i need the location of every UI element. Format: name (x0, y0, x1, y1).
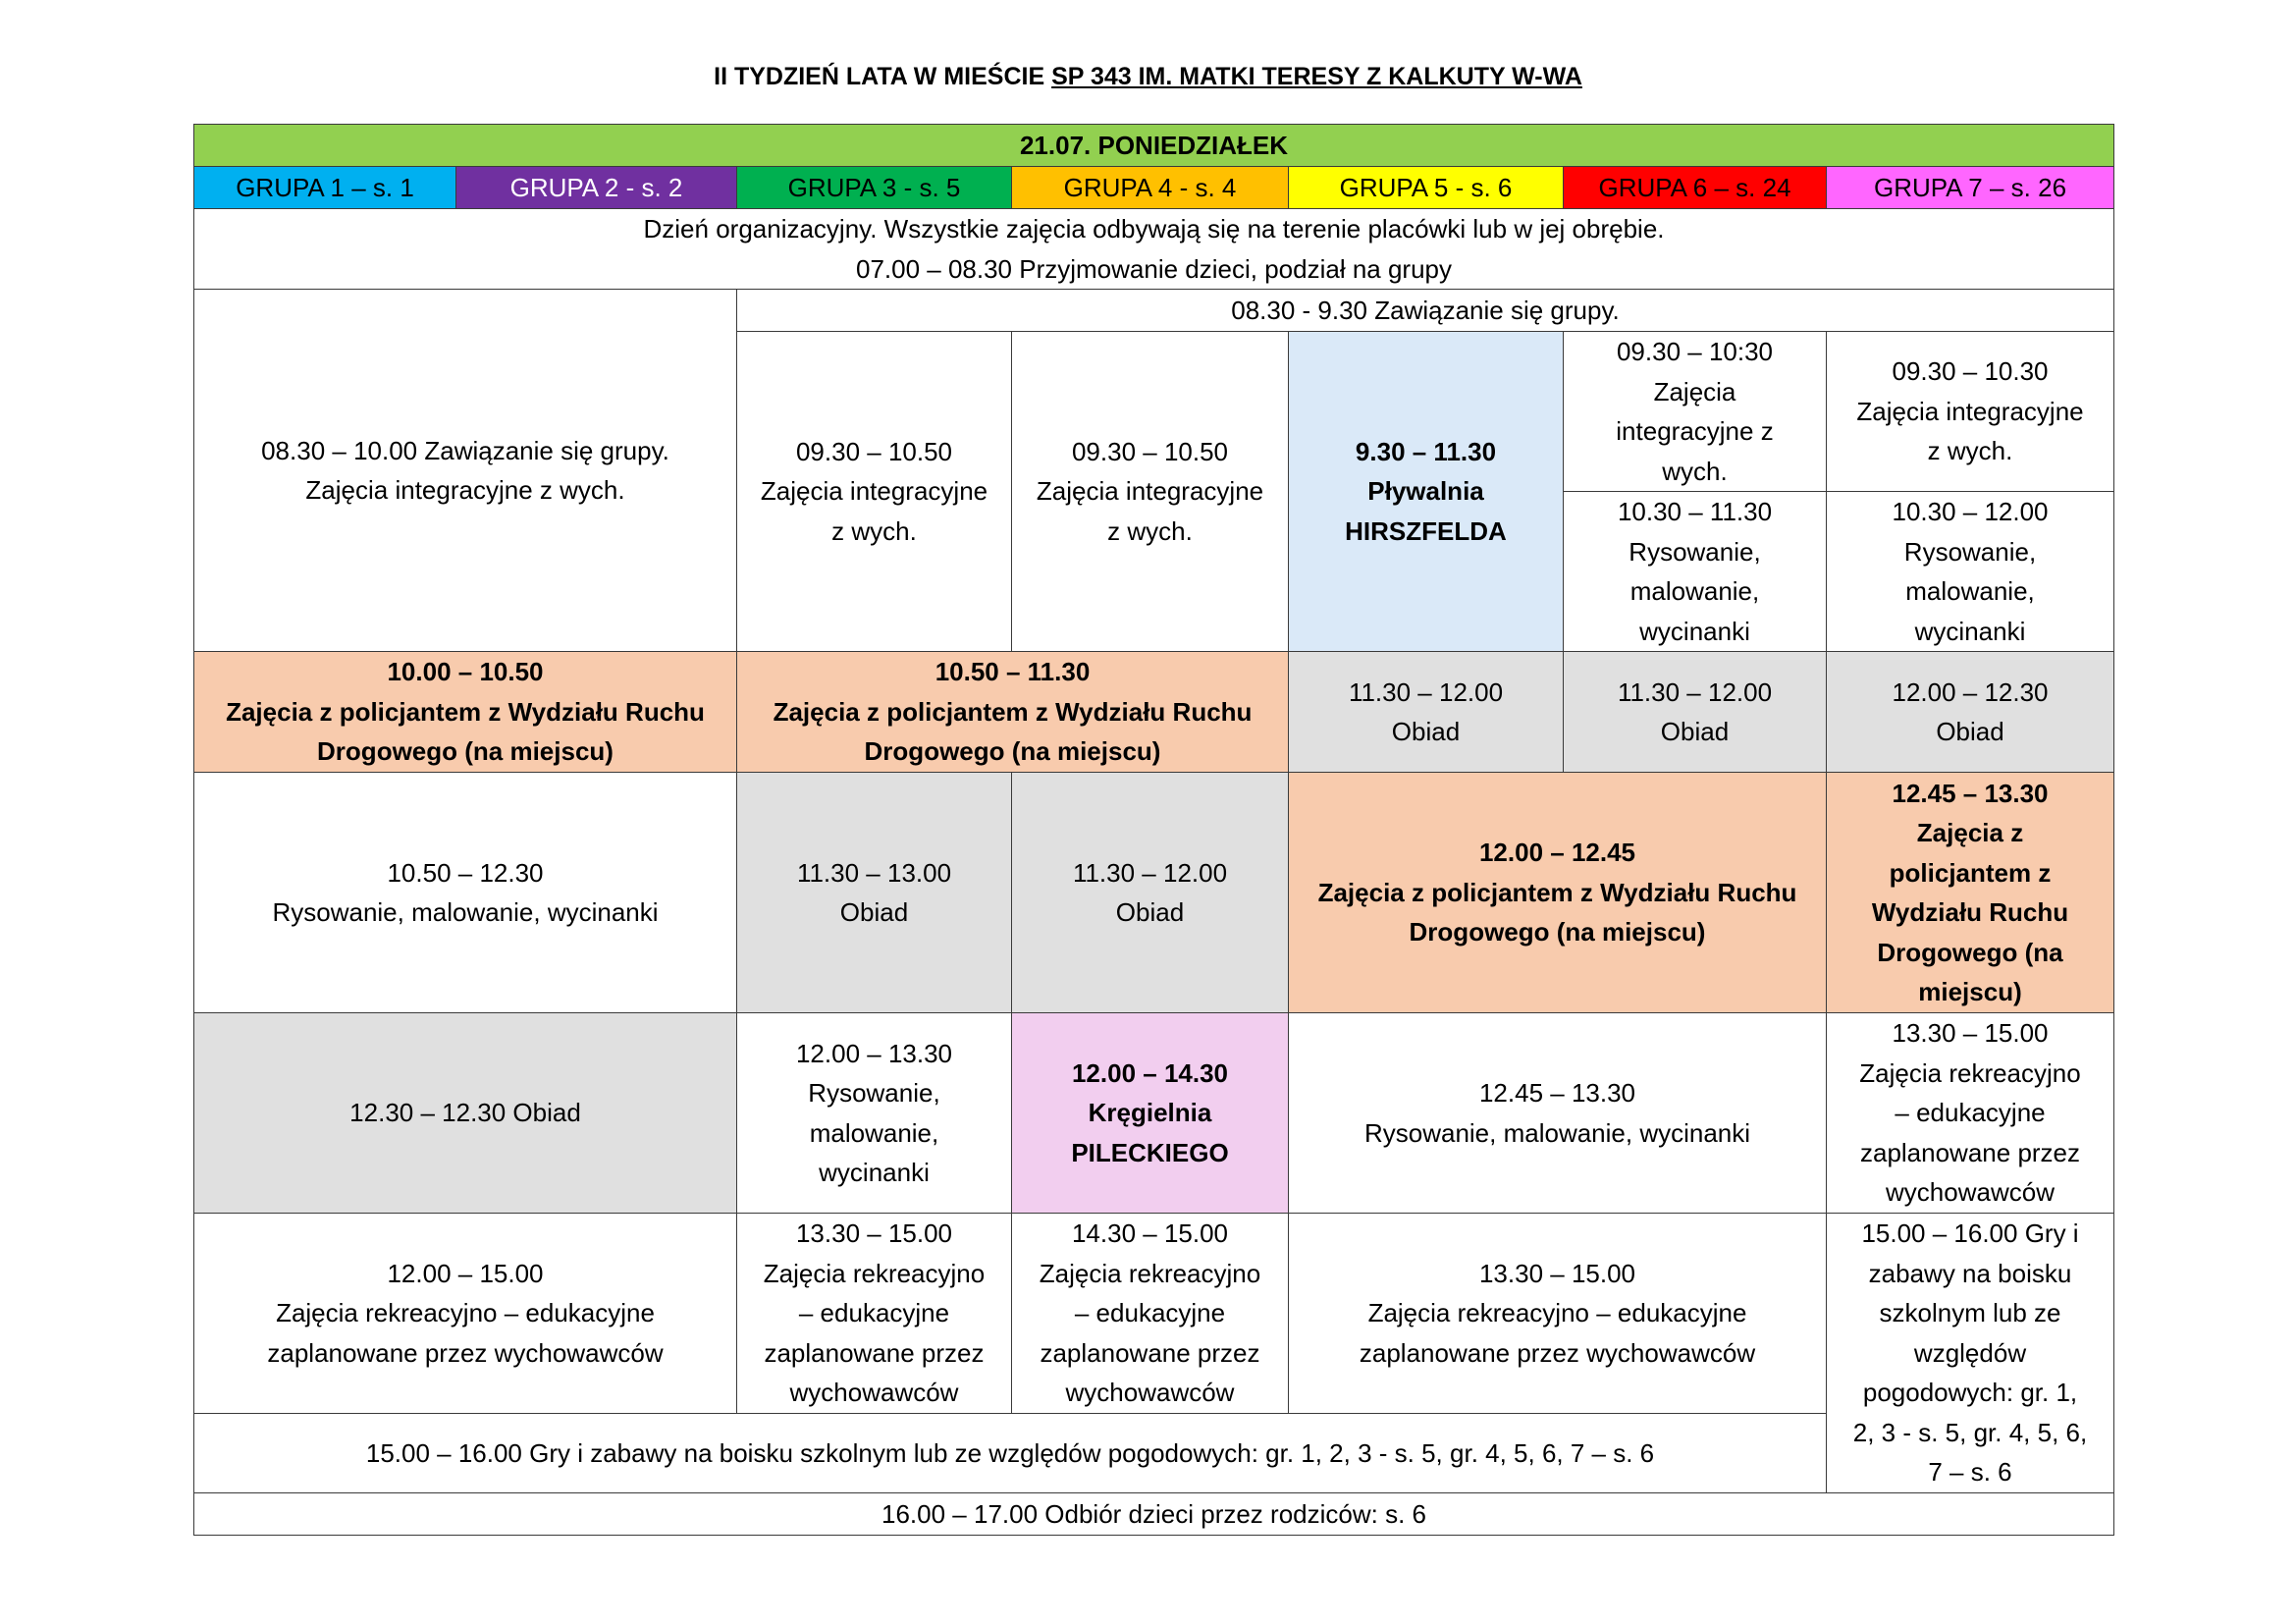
cell-line: Rysowanie, malowanie, wycinanki (1363, 1117, 1751, 1148)
day-row (194, 125, 2114, 167)
cell-line: malowanie, (1905, 576, 2035, 606)
cell-line: 12.00 – 12.45 (1478, 838, 1636, 868)
schedule-row (194, 1414, 2114, 1493)
cell-line: Kręgielnia (1088, 1098, 1212, 1128)
cell-line: zaplanowane przez (764, 1337, 985, 1368)
cell-line: 09.30 – 10.30 (1892, 356, 2049, 387)
cell-line: z wych. (1107, 515, 1193, 546)
cell-line: Rysowanie, malowanie, wycinanki (272, 897, 659, 927)
cell-line: 09.30 – 10.50 (1071, 436, 1229, 466)
cell-line: zaplanowane przez wychowawców (1359, 1337, 1756, 1368)
g3-bowling-cell (1012, 1013, 1289, 1214)
cell-line: 2, 3 - s. 5, gr. 4, 5, 6, (1852, 1417, 2088, 1447)
pickup-row (194, 1493, 2114, 1536)
cell-line: 12.45 – 13.30 (1478, 1078, 1636, 1108)
g45-police-cell (1289, 773, 1827, 1013)
cell-line: – edukacyjne (1895, 1098, 2046, 1128)
cell-line: Obiad (1936, 717, 2004, 746)
cell-line: Rysowanie, (1903, 536, 2037, 567)
cell-line: HIRSZFELDA (1345, 515, 1507, 546)
cell-line: malowanie, (809, 1117, 939, 1148)
g1-0830-cell (194, 290, 737, 652)
group-2-header: GRUPA 2 - s. 2 (456, 167, 737, 209)
schedule-row (194, 652, 2114, 773)
cell-line: Rysowanie, (1629, 536, 1761, 567)
cell-line: 10.50 – 11.30 (934, 657, 1091, 687)
cell-line: z wych. (831, 515, 917, 546)
schedule-table (193, 124, 2114, 1536)
group-5-header: GRUPA 5 - s. 6 (1289, 167, 1564, 209)
schedule-row (194, 773, 2114, 1013)
g45-draw-cell (1289, 1013, 1827, 1214)
cell-line: 11.30 – 12.00 (1348, 677, 1504, 707)
cell-line: wycinanki (1639, 616, 1750, 646)
g1-lunch-cell: 12.30 – 12.30 Obiad (194, 1013, 737, 1214)
cell-line: wych. (1662, 456, 1728, 486)
cell-line: Obiad (839, 897, 909, 927)
cell-line: pogodowych: gr. 1, (1862, 1378, 2078, 1408)
cell-line: 08.30 – 10.00 Zawiązanie się grupy. (261, 435, 669, 465)
cell-line: Obiad (1660, 717, 1730, 746)
cell-line: Zajęcia integracyjne (760, 476, 988, 507)
g3-lunch-cell (1012, 773, 1289, 1013)
cell-line: miejscu) (1918, 977, 2022, 1006)
cell-line: zaplanowane przez wychowawców (267, 1337, 664, 1368)
g1-draw-cell (194, 773, 737, 1013)
cell-line: 12.45 – 13.30 (1892, 778, 2049, 808)
cell-line: Zajęcia z policjantem z Wydziału Ruchu (226, 696, 705, 727)
cell-line: 10.50 – 12.30 (387, 857, 544, 888)
intro-row (194, 209, 2114, 290)
group-7-header: GRUPA 7 – s. 26 (1827, 167, 2114, 209)
cell-line: 10.30 – 12.00 (1892, 497, 2049, 526)
cell-line: zaplanowane przez (1040, 1337, 1260, 1368)
g2-draw-cell (737, 1013, 1012, 1214)
cell-line: 14.30 – 15.00 (1071, 1218, 1229, 1249)
g1-rec-cell (194, 1214, 737, 1414)
cell-line: Rysowanie, (808, 1078, 940, 1108)
title-text: II TYDZIEŃ LATA W MIEŚCIE (714, 63, 1052, 90)
cell-line: Zajęcia rekreacyjno – edukacyjne (276, 1298, 655, 1328)
g3-0930-cell (1012, 332, 1289, 652)
pickup-cell: 16.00 – 17.00 Odbiór dzieci przez rodziców: s. 6 (194, 1493, 2114, 1536)
cell-line: z wych. (1927, 436, 2013, 466)
cell-line: zaplanowane przez (1859, 1137, 2081, 1167)
cell-line: 7 – s. 6 (1928, 1457, 2012, 1488)
g1-police-cell (194, 652, 737, 773)
cell-line: Zajęcia integracyjne z wych. (305, 475, 625, 505)
cell-line: 13.30 – 15.00 (1478, 1258, 1636, 1288)
cell-line: Zajęcia integracyjne (1856, 396, 2084, 426)
cell-line: – edukacyjne (1074, 1298, 1226, 1328)
schedule-row (194, 290, 2114, 332)
cell-line: Drogowego (na miejscu) (317, 736, 614, 767)
cell-line: Pływalnia (1367, 476, 1484, 507)
cell-line: Zajęcia z policjantem z Wydziału Ruchu (1317, 877, 1797, 907)
g6-1030-cell (1827, 492, 2114, 652)
page-title (0, 63, 2296, 91)
cell-line: Zajęcia z (1916, 818, 2024, 847)
cell-line: szkolnym lub ze (1879, 1298, 2061, 1328)
cell-line: wychowawców (789, 1378, 959, 1408)
g3-rec-cell (1012, 1214, 1289, 1414)
intro-cell (194, 209, 2114, 290)
g6-police-cell (1827, 773, 2114, 1013)
cell-line: integracyjne z (1616, 416, 1774, 446)
cell-line: 09.30 – 10.50 (795, 436, 953, 466)
cell-line: 9.30 – 11.30 (1355, 436, 1497, 466)
cell-line: wychowawców (1065, 1378, 1235, 1408)
cell-line: względów (1913, 1337, 2027, 1368)
group-1-header: GRUPA 1 – s. 1 (194, 167, 456, 209)
cell-line: 10.30 – 11.30 (1617, 497, 1773, 526)
cell-line: Zajęcia rekreacyjno (1039, 1258, 1261, 1288)
g2-0930-cell (737, 332, 1012, 652)
g23-police-cell (737, 652, 1289, 773)
schedule-row (194, 1214, 2114, 1414)
cell-line: Obiad (1115, 897, 1185, 927)
schedule-row (194, 1013, 2114, 1214)
cell-line: 15.00 – 16.00 Gry i (1861, 1218, 2079, 1249)
cell-line: policjantem z (1889, 857, 2052, 888)
cell-line: – edukacyjne (798, 1298, 950, 1328)
cell-line: wycinanki (819, 1158, 930, 1187)
g6-0930-cell (1827, 332, 2114, 492)
cell-line: wycinanki (1914, 616, 2026, 646)
cell-line: Zajęcia integracyjne (1036, 476, 1264, 507)
intro-line-2: 07.00 – 08.30 Przyjmowanie dzieci, podział na grupy (855, 253, 1453, 284)
group-4-header: GRUPA 4 - s. 4 (1012, 167, 1289, 209)
cell-line: 10.00 – 10.50 (387, 657, 544, 687)
cell-line: Drogowego (na miejscu) (1409, 917, 1706, 947)
games-all-cell: 15.00 – 16.00 Gry i zabawy na boisku szkolnym lub ze względów pogodowych: gr. 1, 2, 3 - s. 5, gr. 4, 5, 6, 7 – s. 6 (194, 1414, 1827, 1493)
cell-line: Zajęcia rekreacyjno (1859, 1057, 2081, 1088)
cell-line: Zajęcia (1653, 376, 1736, 406)
g2-lunch-cell (737, 773, 1012, 1013)
cell-line: 13.30 – 15.00 (1892, 1018, 2049, 1049)
cell-line: 11.30 – 13.00 (796, 857, 952, 888)
cell-line: 12.00 – 13.30 (795, 1038, 953, 1068)
cell-line: 12.00 – 15.00 (387, 1258, 544, 1288)
g4-pool-cell (1289, 332, 1564, 652)
cell-line: Wydziału Ruchu (1871, 897, 2069, 927)
cell-line: PILECKIEGO (1071, 1137, 1229, 1167)
g5-0930-cell (1564, 332, 1827, 492)
cell-line: 13.30 – 15.00 (795, 1218, 953, 1249)
cell-line: Drogowego (na miejscu) (864, 736, 1161, 767)
cell-line: malowanie, (1629, 576, 1760, 606)
g5-1030-cell (1564, 492, 1827, 652)
cell-line: Zajęcia rekreacyjno – edukacyjne (1367, 1298, 1747, 1328)
day-header: 21.07. PONIEDZIAŁEK (194, 125, 2114, 167)
g6-lunch-cell (1827, 652, 2114, 773)
cell-line: 12.00 – 12.30 (1892, 677, 2049, 707)
cell-line: 12.00 – 14.30 (1071, 1057, 1229, 1088)
intro-line-1: Dzień organizacyjny. Wszystkie zajęcia odbywają się na terenie placówki lub w jej obrębie. (643, 214, 1665, 244)
g6-games-cell (1827, 1214, 2114, 1493)
cell-line: zabawy na boisku (1868, 1258, 2072, 1288)
cell-line: 09.30 – 10:30 (1616, 337, 1774, 366)
school-name: SP 343 IM. MATKI TERESY Z KALKUTY W-WA (1051, 63, 1582, 90)
g6-rec-cell (1827, 1013, 2114, 1214)
g4-lunch-cell (1289, 652, 1564, 773)
cell-line: Obiad (1391, 717, 1461, 746)
cell-line: wychowawców (1886, 1177, 2055, 1208)
cell-line: Drogowego (na (1877, 937, 2063, 967)
group-6-header: GRUPA 6 – s. 24 (1564, 167, 1827, 209)
cell-line: 11.30 – 12.00 (1072, 857, 1228, 888)
groups-row (194, 167, 2114, 209)
g5-lunch-cell (1564, 652, 1827, 773)
cell-line: Zajęcia rekreacyjno (763, 1258, 986, 1288)
cell-line: 11.30 – 12.00 (1617, 677, 1773, 707)
group-3-header: GRUPA 3 - s. 5 (737, 167, 1012, 209)
g27-0830-cell: 08.30 - 9.30 Zawiązanie się grupy. (737, 290, 2114, 332)
cell-line: Zajęcia z policjantem z Wydziału Ruchu (773, 696, 1253, 727)
g45-rec-cell (1289, 1214, 1827, 1414)
g2-rec-cell (737, 1214, 1012, 1414)
